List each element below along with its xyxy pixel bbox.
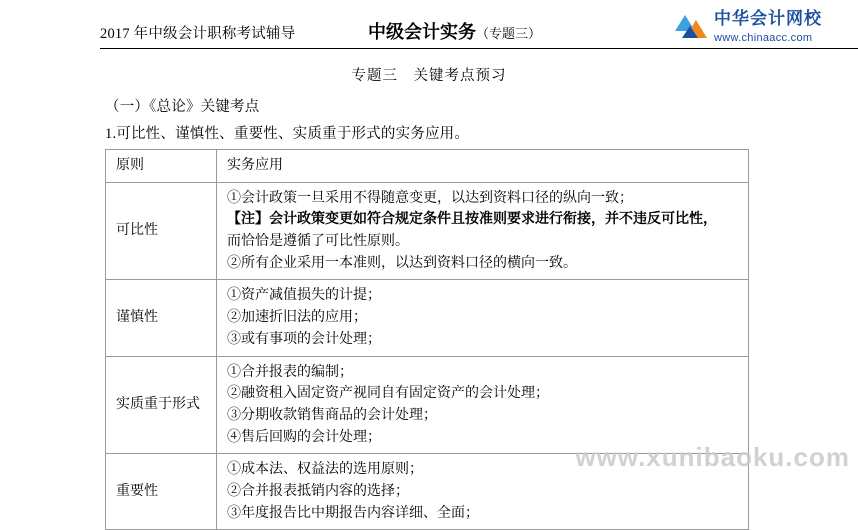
table-header-application: 实务应用 bbox=[217, 150, 749, 183]
cell-line: ①会计政策一旦采用不得随意变更，以达到资料口径的纵向一致； bbox=[227, 190, 633, 206]
header-left-title: 2017 年中级会计职称考试辅导 bbox=[100, 26, 296, 42]
row-principle-prudence: 谨慎性 bbox=[106, 280, 217, 356]
cell-line: ①成本法、权益法的选用原则； bbox=[227, 462, 423, 478]
table-row bbox=[106, 280, 749, 356]
logo-name-cn: 中华会计网校 bbox=[714, 9, 822, 28]
watermark: www.xunibaoku.com bbox=[575, 442, 850, 472]
cell-line: 而恰恰是遵循了可比性原则。 bbox=[227, 234, 409, 250]
header-center-sub: （专题三） bbox=[476, 26, 542, 41]
section-heading: （一）《总论》关键考点 bbox=[105, 99, 260, 115]
cell-line: ③年度报告比中期报告内容详细、全面； bbox=[227, 505, 479, 521]
cell-line: ②合并报表抵销内容的选择； bbox=[227, 483, 409, 499]
row-content-prudence bbox=[217, 280, 749, 356]
cell-line: ①合并报表的编制； bbox=[227, 364, 353, 380]
table-header-principle: 原则 bbox=[106, 150, 217, 183]
logo-name-en: www.chinaacc.com bbox=[714, 31, 813, 44]
cell-line: ②加速折旧法的应用； bbox=[227, 310, 367, 326]
row-content-materiality bbox=[217, 454, 749, 530]
row-principle-comparability: 可比性 bbox=[106, 182, 217, 280]
cell-line: ②融资租入固定资产视同自有固定资产的会计处理； bbox=[227, 386, 549, 402]
table-header-row bbox=[106, 150, 749, 183]
table-row bbox=[106, 356, 749, 454]
cell-line: ③或有事项的会计处理； bbox=[227, 331, 381, 347]
key-points-table bbox=[105, 149, 749, 530]
logo-text bbox=[714, 10, 822, 46]
cell-line: ①资产减值损失的计提； bbox=[227, 288, 381, 304]
cell-line-note: 【注】会计政策变更如符合规定条件且按准则要求进行衔接，并不违反可比性， bbox=[227, 212, 717, 228]
table-row bbox=[106, 182, 749, 280]
row-principle-substance-over-form: 实质重于形式 bbox=[106, 356, 217, 454]
row-content-comparability bbox=[217, 182, 749, 280]
row-content-substance-over-form bbox=[217, 356, 749, 454]
logo-mountain-icon bbox=[674, 12, 708, 44]
cell-line: ④售后回购的会计处理； bbox=[227, 429, 381, 445]
section-item-1: 1.可比性、谨慎性、重要性、实质重于形式的实务应用。 bbox=[105, 126, 470, 142]
page-title: 专题三 关键考点预习 bbox=[351, 68, 507, 84]
site-logo bbox=[674, 10, 822, 46]
row-principle-materiality: 重要性 bbox=[106, 454, 217, 530]
header-center-main: 中级会计实务 bbox=[368, 22, 476, 42]
cell-line: ②所有企业采用一本准则，以达到资料口径的横向一致。 bbox=[227, 255, 577, 271]
document-header bbox=[0, 0, 858, 52]
table-row bbox=[106, 454, 749, 530]
header-divider bbox=[100, 48, 858, 49]
header-center-title bbox=[368, 18, 541, 44]
cell-line: ③分期收款销售商品的会计处理； bbox=[227, 407, 437, 423]
